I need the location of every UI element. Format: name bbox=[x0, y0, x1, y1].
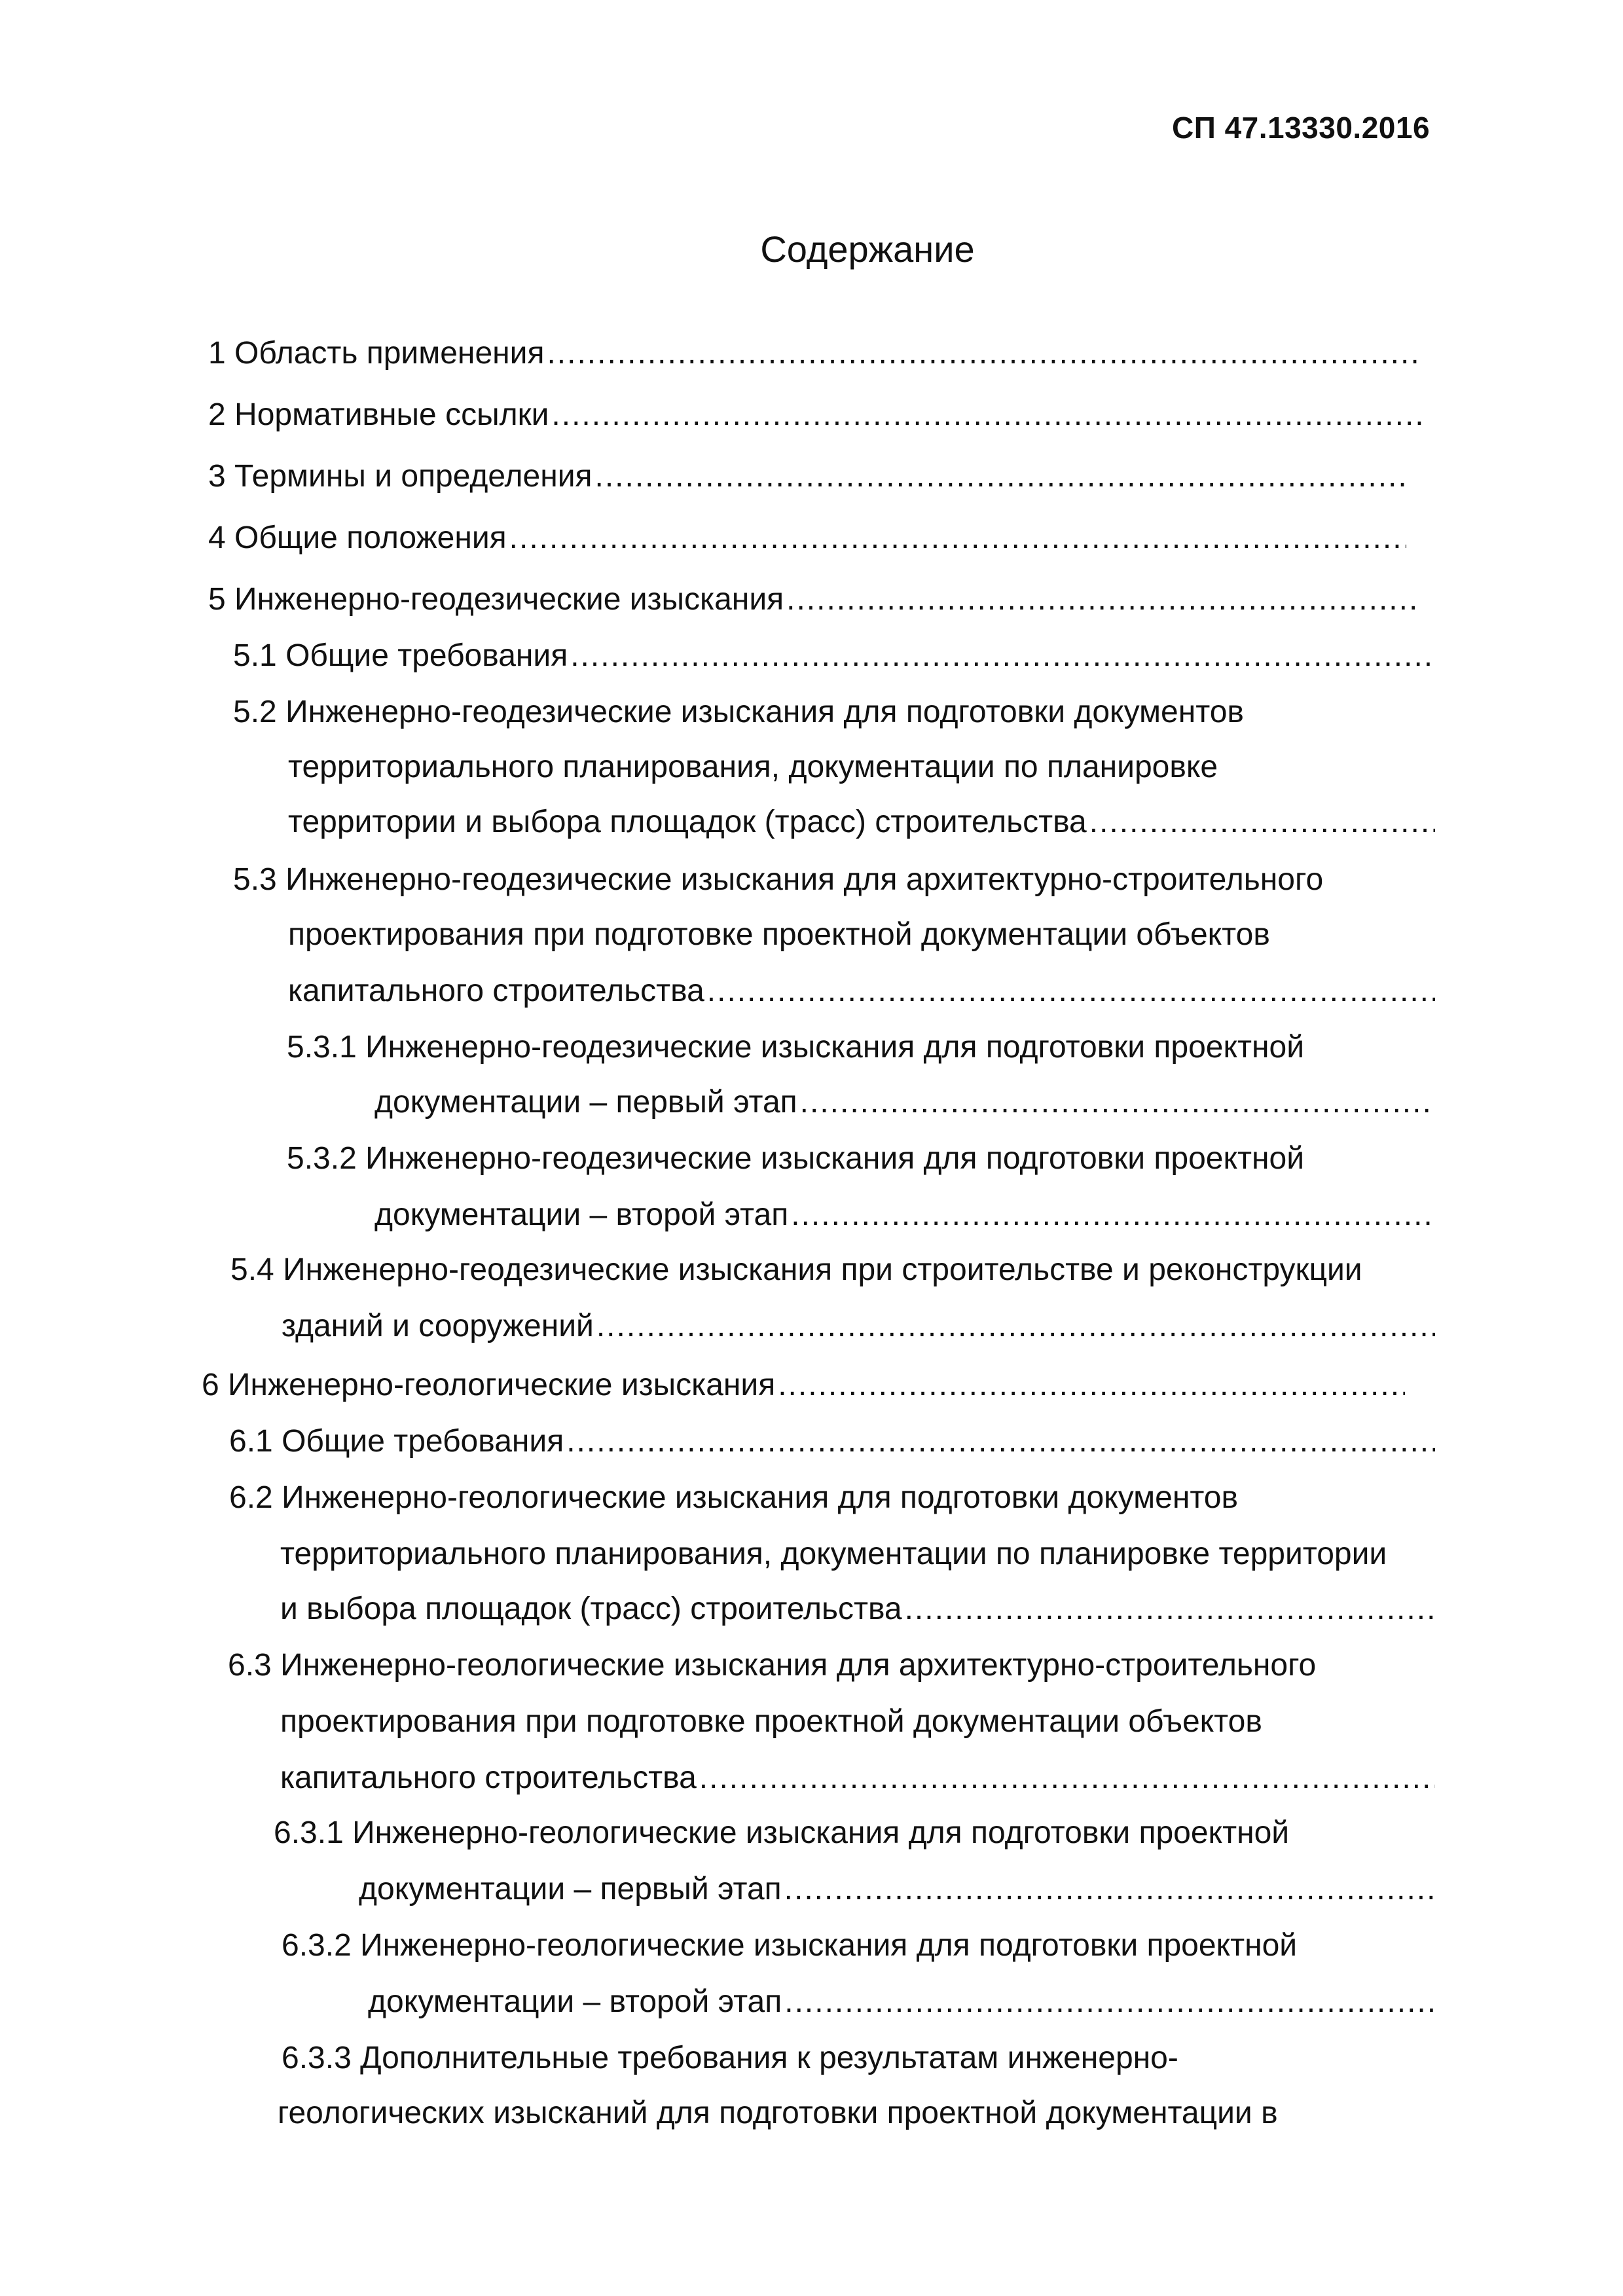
toc-entry-text: 6.2 Инженерно-геологические изыскания для подготовки документов bbox=[229, 1480, 1238, 1515]
toc-entry-text: 6.3.2 Инженерно-геологические изыскания для подготовки проектной bbox=[282, 1928, 1298, 1963]
toc-entry[interactable] bbox=[374, 1083, 1435, 1125]
toc-entry-text: капитального строительства bbox=[280, 1760, 697, 1795]
dot-leader bbox=[568, 636, 1435, 676]
page-title: Содержание bbox=[760, 228, 975, 270]
dot-leader bbox=[564, 1422, 1435, 1461]
toc-entry-line bbox=[230, 1250, 1435, 1292]
toc-entry-text: 6.3.1 Инженерно-геологические изыскания для подготовки проектной bbox=[274, 1815, 1290, 1850]
toc-entry-text: зданий и сооружений bbox=[282, 1309, 594, 1343]
toc-entry-text: 6 Инженерно-геологические изыскания bbox=[202, 1368, 776, 1402]
dot-leader bbox=[784, 580, 1417, 619]
toc-entry-text: 5 Инженерно-геодезические изыскания bbox=[208, 582, 784, 617]
toc-entry-line bbox=[288, 748, 1435, 790]
toc-entry-text: 6.3.3 Дополнительные требования к результатам инженерно- bbox=[282, 2041, 1178, 2075]
toc-entry[interactable] bbox=[208, 457, 1410, 499]
toc-entry-line bbox=[287, 1028, 1435, 1070]
toc-entry-text: 4 Общие положения bbox=[208, 520, 507, 555]
dot-leader bbox=[507, 519, 1406, 558]
toc-entry-text: проектирования при подготовке проектной документации объектов bbox=[288, 917, 1270, 952]
dot-leader bbox=[549, 395, 1427, 435]
toc-entry-text: 5.3 Инженерно-геодезические изыскания для архитектурно-строительного bbox=[233, 862, 1324, 897]
toc-entry[interactable] bbox=[233, 636, 1435, 678]
toc-entry[interactable] bbox=[282, 1307, 1435, 1349]
toc-entry-text: 5.4 Инженерно-геодезические изыскания при строительстве и реконструкции bbox=[230, 1252, 1362, 1287]
toc-entry-line bbox=[282, 1926, 1435, 1968]
toc-entry-text: 1 Область применения bbox=[208, 336, 545, 371]
toc-entry[interactable] bbox=[208, 334, 1423, 376]
dot-leader bbox=[697, 1758, 1435, 1798]
dot-leader bbox=[594, 1307, 1435, 1346]
toc-entry-line bbox=[229, 1478, 1435, 1520]
toc-entry-line bbox=[278, 2094, 1435, 2136]
toc-entry-text: геологических изысканий для подготовки проектной документации в bbox=[278, 2096, 1278, 2130]
toc-entry-text: документации – первый этап bbox=[359, 1872, 782, 1906]
dot-leader bbox=[788, 1195, 1435, 1235]
document-code: СП 47.13330.2016 bbox=[1172, 111, 1431, 145]
toc-entry-text: 2 Нормативные ссылки bbox=[208, 397, 549, 432]
toc-entry-line bbox=[274, 1813, 1435, 1855]
toc-entry-line bbox=[228, 1646, 1435, 1688]
toc-entry-text: 3 Термины и определения bbox=[208, 459, 593, 494]
dot-leader bbox=[902, 1590, 1435, 1629]
toc-entry[interactable] bbox=[288, 972, 1435, 1013]
toc-entry-text: 5.3.1 Инженерно-геодезические изыскания для подготовки проектной bbox=[287, 1030, 1304, 1065]
toc-entry[interactable] bbox=[359, 1870, 1435, 1912]
toc-entry-line bbox=[233, 860, 1435, 902]
toc-entry-line bbox=[287, 1139, 1435, 1181]
toc-entry[interactable] bbox=[202, 1366, 1405, 1408]
dot-leader bbox=[593, 457, 1411, 496]
dot-leader bbox=[782, 1870, 1435, 1909]
toc-entry-text: 5.2 Инженерно-геодезические изыскания для подготовки документов bbox=[233, 695, 1244, 729]
toc-entry-line bbox=[282, 2039, 1435, 2081]
toc-entry-line bbox=[233, 693, 1435, 735]
dot-leader bbox=[544, 334, 1423, 373]
dot-leader bbox=[1087, 803, 1435, 842]
toc-entry[interactable] bbox=[208, 519, 1406, 560]
toc-entry[interactable] bbox=[229, 1422, 1435, 1464]
toc-entry-text: документации – второй этап bbox=[374, 1197, 789, 1232]
toc-entry[interactable] bbox=[374, 1195, 1435, 1237]
dot-leader bbox=[782, 1982, 1435, 2022]
toc-entry[interactable] bbox=[280, 1590, 1435, 1631]
toc-entry-text: территориального планирования, документации по планировке территории bbox=[280, 1537, 1387, 1571]
toc-entry-text: и выбора площадок (трасс) строительства bbox=[280, 1592, 902, 1626]
toc-entry-text: документации – первый этап bbox=[374, 1085, 797, 1120]
toc-entry-text: проектирования при подготовке проектной документации объектов bbox=[280, 1704, 1262, 1739]
toc-entry-text: 5.1 Общие требования bbox=[233, 638, 568, 673]
toc-entry-text: документации – второй этап bbox=[368, 1984, 782, 2019]
dot-leader bbox=[797, 1083, 1435, 1122]
toc-entry-text: территориального планирования, документации по планировке bbox=[288, 750, 1218, 784]
toc-entry-line bbox=[280, 1535, 1435, 1576]
toc-entry[interactable] bbox=[280, 1758, 1435, 1800]
toc-entry[interactable] bbox=[208, 580, 1417, 622]
toc-entry[interactable] bbox=[288, 803, 1435, 845]
toc-entry-line bbox=[288, 915, 1435, 957]
dot-leader bbox=[775, 1366, 1405, 1405]
toc-entry-text: капитального строительства bbox=[288, 974, 704, 1008]
toc-entry-line bbox=[280, 1702, 1435, 1744]
toc-entry[interactable] bbox=[368, 1982, 1435, 2024]
toc-entry[interactable] bbox=[208, 395, 1427, 437]
toc-entry-text: 6.3 Инженерно-геологические изыскания для архитектурно-строительного bbox=[228, 1648, 1317, 1683]
toc-entry-text: территории и выбора площадок (трасс) строительства bbox=[288, 805, 1087, 839]
dot-leader bbox=[704, 972, 1435, 1011]
toc-entry-text: 6.1 Общие требования bbox=[229, 1424, 564, 1459]
toc-entry-text: 5.3.2 Инженерно-геодезические изыскания для подготовки проектной bbox=[287, 1141, 1304, 1176]
